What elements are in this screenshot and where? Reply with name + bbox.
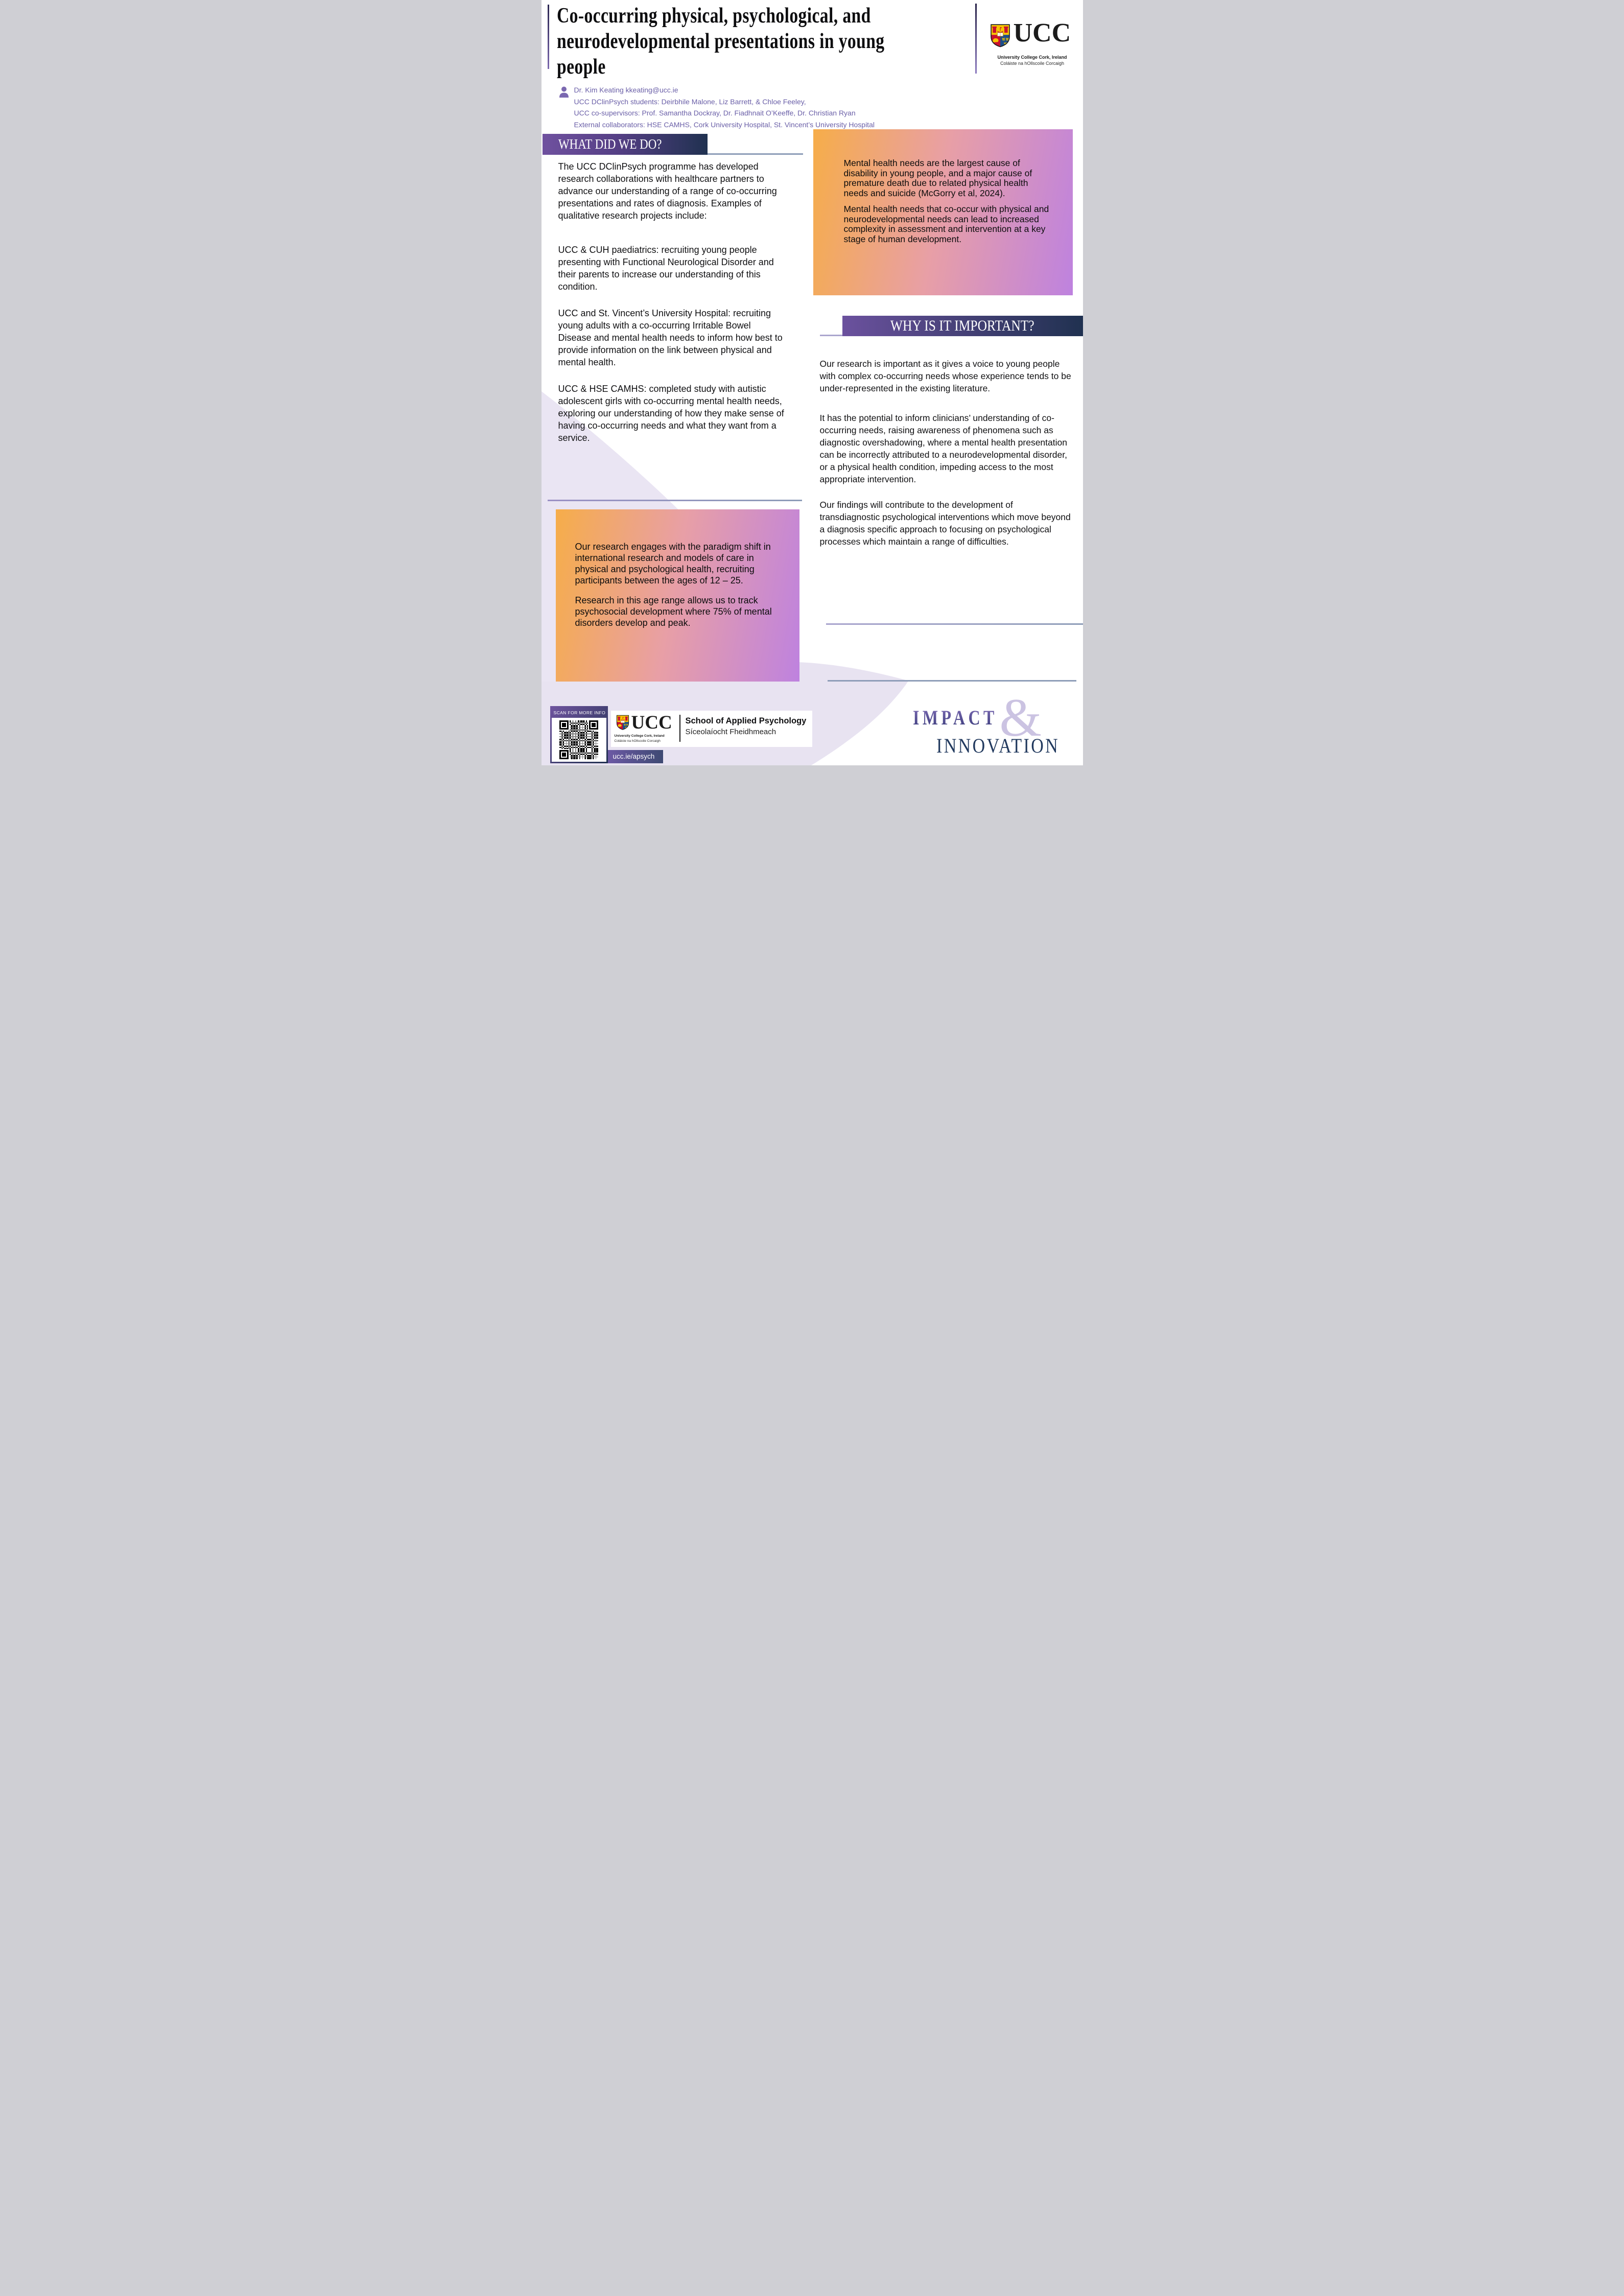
highlight-box-paradigm <box>556 509 799 682</box>
title-line-2: neurodevelopmental presentations in young <box>556 30 884 53</box>
ucc-acronym: UCC <box>1013 18 1071 48</box>
qr-card <box>550 706 608 763</box>
qr-body <box>552 718 606 762</box>
what-did-we-do-column <box>558 160 787 444</box>
why-important-column <box>820 358 1075 548</box>
author-line-students: UCC DClinPsych students: Deirbhile Malone, Liz Barrett, & Chloe Feeley, <box>574 97 806 106</box>
ucc-acronym-small: UCC <box>631 712 672 733</box>
qr-finder-bottom-left <box>559 750 569 759</box>
what-paragraph-3: UCC and St. Vincent’s University Hospital: recruiting young adults with a co-occurring Irritable Bowel Disease and mental health needs to inform how best to provide information on the link between physical and mental health. <box>558 308 783 367</box>
section-header-what-did-we-do <box>543 134 708 155</box>
why-paragraph-3: Our findings will contribute to the development of transdiagnostic psychological interventions which move beyond a diagnosis specific approach to focusing on psychological processes which maintain a range of difficulties. <box>819 500 1071 547</box>
innovation-wordmark: INNOVATION <box>936 734 1060 757</box>
highlight-right-paragraph-2: Mental health needs that co-occur with physical and neurodevelopmental needs can lead to increased complexity in assessment and intervention at a key stage of human development. <box>843 204 1049 244</box>
highlight-box-mental-health <box>813 129 1073 295</box>
rule-footer-right <box>828 680 1076 682</box>
section-header-what-label: WHAT DID WE DO? <box>558 136 662 152</box>
author-block <box>574 84 998 130</box>
qr-code <box>559 720 598 759</box>
ucc-shield-icon <box>990 24 1010 48</box>
author-line-lead: Dr. Kim Keating kkeating@ucc.ie <box>574 86 678 94</box>
qr-finder-top-left <box>559 720 569 730</box>
impact-wordmark: IMPACT <box>912 706 998 729</box>
website-url: ucc.ie/apsych <box>608 750 663 763</box>
what-paragraph-2: UCC & CUH paediatrics: recruiting young people presenting with Functional Neurological Disorder and their parents to increase our understanding of this condition. <box>558 245 774 292</box>
research-poster <box>542 0 1083 765</box>
title-accent-line <box>548 5 549 69</box>
why-paragraph-1: Our research is important as it gives a voice to young people with complex co-occurring needs whose experience tends to be under-represented in the existing literature. <box>819 359 1071 393</box>
rule-left-column-bottom <box>548 500 802 501</box>
person-icon <box>559 86 569 98</box>
section-header-why-important <box>842 316 1083 336</box>
what-paragraph-4: UCC & HSE CAMHS: completed study with autistic adolescent girls with co-occurring mental health needs, exploring our understanding of how they make sense of having co-occurring needs and what they want from a service. <box>558 384 784 443</box>
school-name-irish: Síceolaíocht Fheidhmeach <box>685 728 776 736</box>
ucc-name-irish: Coláiste na hOllscoile Corcaigh <box>1000 61 1065 66</box>
logo-separator-line <box>975 4 977 74</box>
why-paragraph-2: It has the potential to inform clinicians’ understanding of co-occurring needs, raising awareness of phenomena such as diagnostic overshadowing, where a mental health presentation can be incorrectly attributed to a neurodevelopmental disorder, or a physical health condition, impeding access to the most appropriate intervention. <box>819 413 1067 484</box>
highlight-right-paragraph-1: Mental health needs are the largest cause of disability in young people, and a major cause of premature death due to related physical health needs and suicide (McGorry et al, 2024). <box>843 158 1032 198</box>
logo-divider-bar <box>679 715 681 742</box>
qr-scan-label: SCAN FOR MORE INFO <box>553 710 606 715</box>
title-line-1: Co-occurring physical, psychological, and <box>556 4 871 28</box>
what-paragraph-1: The UCC DClinPsych programme has developed research collaborations with healthcare partners to advance our understanding of a range of co-occurring presentations and rates of diagnosis. Examples of qualitative research projects include: <box>558 161 777 221</box>
rule-under-what-banner <box>708 153 803 155</box>
ucc-name-english-small: University College Cork, Ireland <box>614 734 665 738</box>
school-logo-box <box>611 711 812 747</box>
ampersand-mark: & <box>999 688 1042 747</box>
title-line-3: people <box>556 55 606 79</box>
page-title <box>557 3 966 80</box>
author-line-collaborators: External collaborators: HSE CAMHS, Cork University Hospital, St. Vincent’s University Hospital <box>574 120 875 129</box>
highlight-left-paragraph-1: Our research engages with the paradigm shift in international research and models of care in physical and psychological health, recruiting participants between the ages of 12 – 25. <box>575 542 771 585</box>
ucc-shield-icon-small <box>616 715 629 730</box>
school-name-english: School of Applied Psychology <box>685 716 807 725</box>
highlight-left-paragraph-2: Research in this age range allows us to track psychosocial development where 75% of mental disorders develop and peak. <box>575 595 772 628</box>
author-line-supervisors: UCC co-supervisors: Prof. Samantha Dockray, Dr. Fiadhnait O’Keeffe, Dr. Christian Ryan <box>574 109 856 117</box>
ucc-logo <box>986 13 1079 74</box>
rule-right-column-bottom <box>826 623 1083 625</box>
section-header-why-label: WHY IS IT IMPORTANT? <box>890 317 1034 334</box>
ucc-name-irish-small: Coláiste na hOllscoile Corcaigh <box>614 739 661 743</box>
ucc-name-english: University College Cork, Ireland <box>997 55 1067 60</box>
qr-finder-top-right <box>589 720 598 730</box>
